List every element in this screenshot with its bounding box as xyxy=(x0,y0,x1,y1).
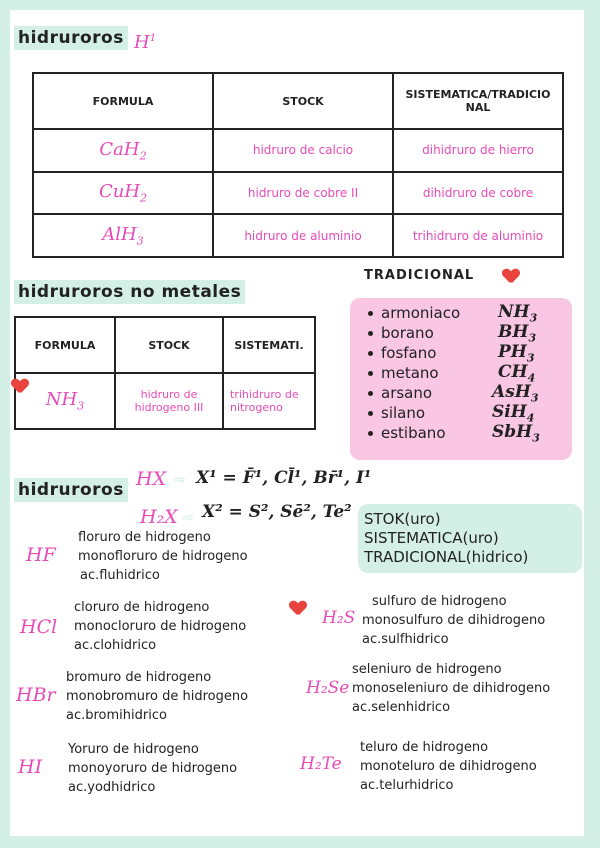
list-item: borano xyxy=(368,324,434,342)
acid-symbol: HCl xyxy=(20,616,58,638)
list-item: metano xyxy=(368,364,439,382)
sist-cell: dihidruro de cobre xyxy=(393,172,563,215)
formula: AsH$_3$ xyxy=(492,382,539,405)
rule-sistematica: SISTEMATICA(uro) xyxy=(364,529,499,547)
header-stock: STOCK xyxy=(115,317,223,373)
acid-names: bromuro de hidrogeno monobromuro de hidrogeno ac.bromihidrico xyxy=(66,670,249,723)
list-item: armoniaco xyxy=(368,304,460,322)
formula: $PH_3$ xyxy=(498,342,535,365)
formula-cell: CaH$_2$ xyxy=(33,129,213,172)
header-sistematica: SISTEMATI. xyxy=(223,317,315,373)
list-item: arsano xyxy=(368,384,432,402)
heart-icon xyxy=(12,378,28,394)
section-title-hidruros xyxy=(14,26,128,50)
eq1-left: HX xyxy=(136,468,167,490)
table-row xyxy=(15,373,315,429)
formula-cell: CuH$_2$ xyxy=(33,172,213,215)
acid-names: seleniuro de hidrogeno monoseleniuro de dihidrogeno ac.selenhidrico xyxy=(352,662,551,715)
hydride-table xyxy=(32,72,564,258)
acid-names: floruro de hidrogeno monofloruro de hidrogeno ac.fluhidrico xyxy=(78,530,248,583)
list-item: fosfano xyxy=(368,344,436,362)
acid-symbol: H₂S xyxy=(322,608,356,628)
table-row xyxy=(33,214,563,257)
acid-symbol: H₂Se xyxy=(306,678,350,698)
heart-icon xyxy=(503,268,519,284)
acid-symbol: HF xyxy=(26,544,56,566)
formula: SiH$_4$ xyxy=(492,402,535,425)
section-title-no-metales xyxy=(14,280,245,304)
acid-names: teluro de hidrogeno monoteluro de dihidrogeno ac.telurhidrico xyxy=(360,740,537,793)
acid-names: Yoruro de hidrogeno monoyoruro de hidrogeno ac.yodhidrico xyxy=(68,742,238,795)
heart-icon xyxy=(290,600,306,616)
stock-cell: hidruro de aluminio xyxy=(213,214,393,257)
eq2-left: H₂X xyxy=(140,506,178,528)
table-row xyxy=(33,129,563,172)
acid-symbol: HI xyxy=(18,756,43,778)
acid-symbol: HBr xyxy=(16,684,56,706)
acid-names: sulfuro de hidrogeno monosulfuro de dihidrogeno ac.sulfhidrico xyxy=(362,594,546,647)
rule-stok: STOK(uro) xyxy=(364,510,441,528)
section-title-acids xyxy=(14,478,128,502)
formula: SbH$_3$ xyxy=(492,422,540,445)
list-item: silano xyxy=(368,404,425,422)
header-formula: FORMULA xyxy=(15,317,115,373)
sist-cell: trihidruro de aluminio xyxy=(393,214,563,257)
sist-cell: dihidruro de hierro xyxy=(393,129,563,172)
stock-cell: hidruro de hidrogeno III xyxy=(115,373,223,429)
header-stock: STOCK xyxy=(213,73,393,129)
table-header-row xyxy=(15,317,315,373)
list-item: estibano xyxy=(368,424,446,442)
eq1-right: X¹ = F̄¹, Cl̄¹, Br̄¹, I¹ xyxy=(196,468,372,488)
header-formula: FORMULA xyxy=(33,73,213,129)
formula-cell: $NH_3$ xyxy=(15,373,115,429)
formula: $NH_3$ xyxy=(498,302,538,325)
notes-page xyxy=(10,10,584,836)
formula-cell: AlH$_3$ xyxy=(33,214,213,257)
nonmetal-table xyxy=(14,316,316,430)
acid-symbol: H₂Te xyxy=(300,754,342,774)
tradicional-box xyxy=(350,298,572,460)
naming-rules-box xyxy=(358,504,582,573)
sist-cell: trihidruro de nitrogeno xyxy=(223,373,315,429)
tradicional-label: TRADICIONAL xyxy=(364,268,475,283)
stock-cell: hidruro de calcio xyxy=(213,129,393,172)
table-header-row xyxy=(33,73,563,129)
h-superscript-label: $H^1$ xyxy=(134,32,157,53)
header-sistematica: SISTEMATICA/TRADICIO NAL xyxy=(393,73,563,129)
table-row xyxy=(33,172,563,215)
rule-tradicional: TRADICIONAL(hidrico) xyxy=(364,548,529,566)
section-title-text: hidruroros xyxy=(18,28,124,48)
formula: $BH_3$ xyxy=(498,322,537,345)
arrow-icon: ⇨ xyxy=(182,510,194,526)
acid-names: cloruro de hidrogeno monocloruro de hidrogeno ac.clohidrico xyxy=(74,600,247,653)
section-title-text: hidruroros no metales xyxy=(18,282,242,302)
eq2-right: X² = S², Sē², Te² xyxy=(202,502,352,522)
formula: $CH_4$ xyxy=(498,362,536,385)
stock-cell: hidruro de cobre II xyxy=(213,172,393,215)
arrow-icon: ⇨ xyxy=(174,472,186,488)
section-title-text: hidruroros xyxy=(18,480,124,500)
